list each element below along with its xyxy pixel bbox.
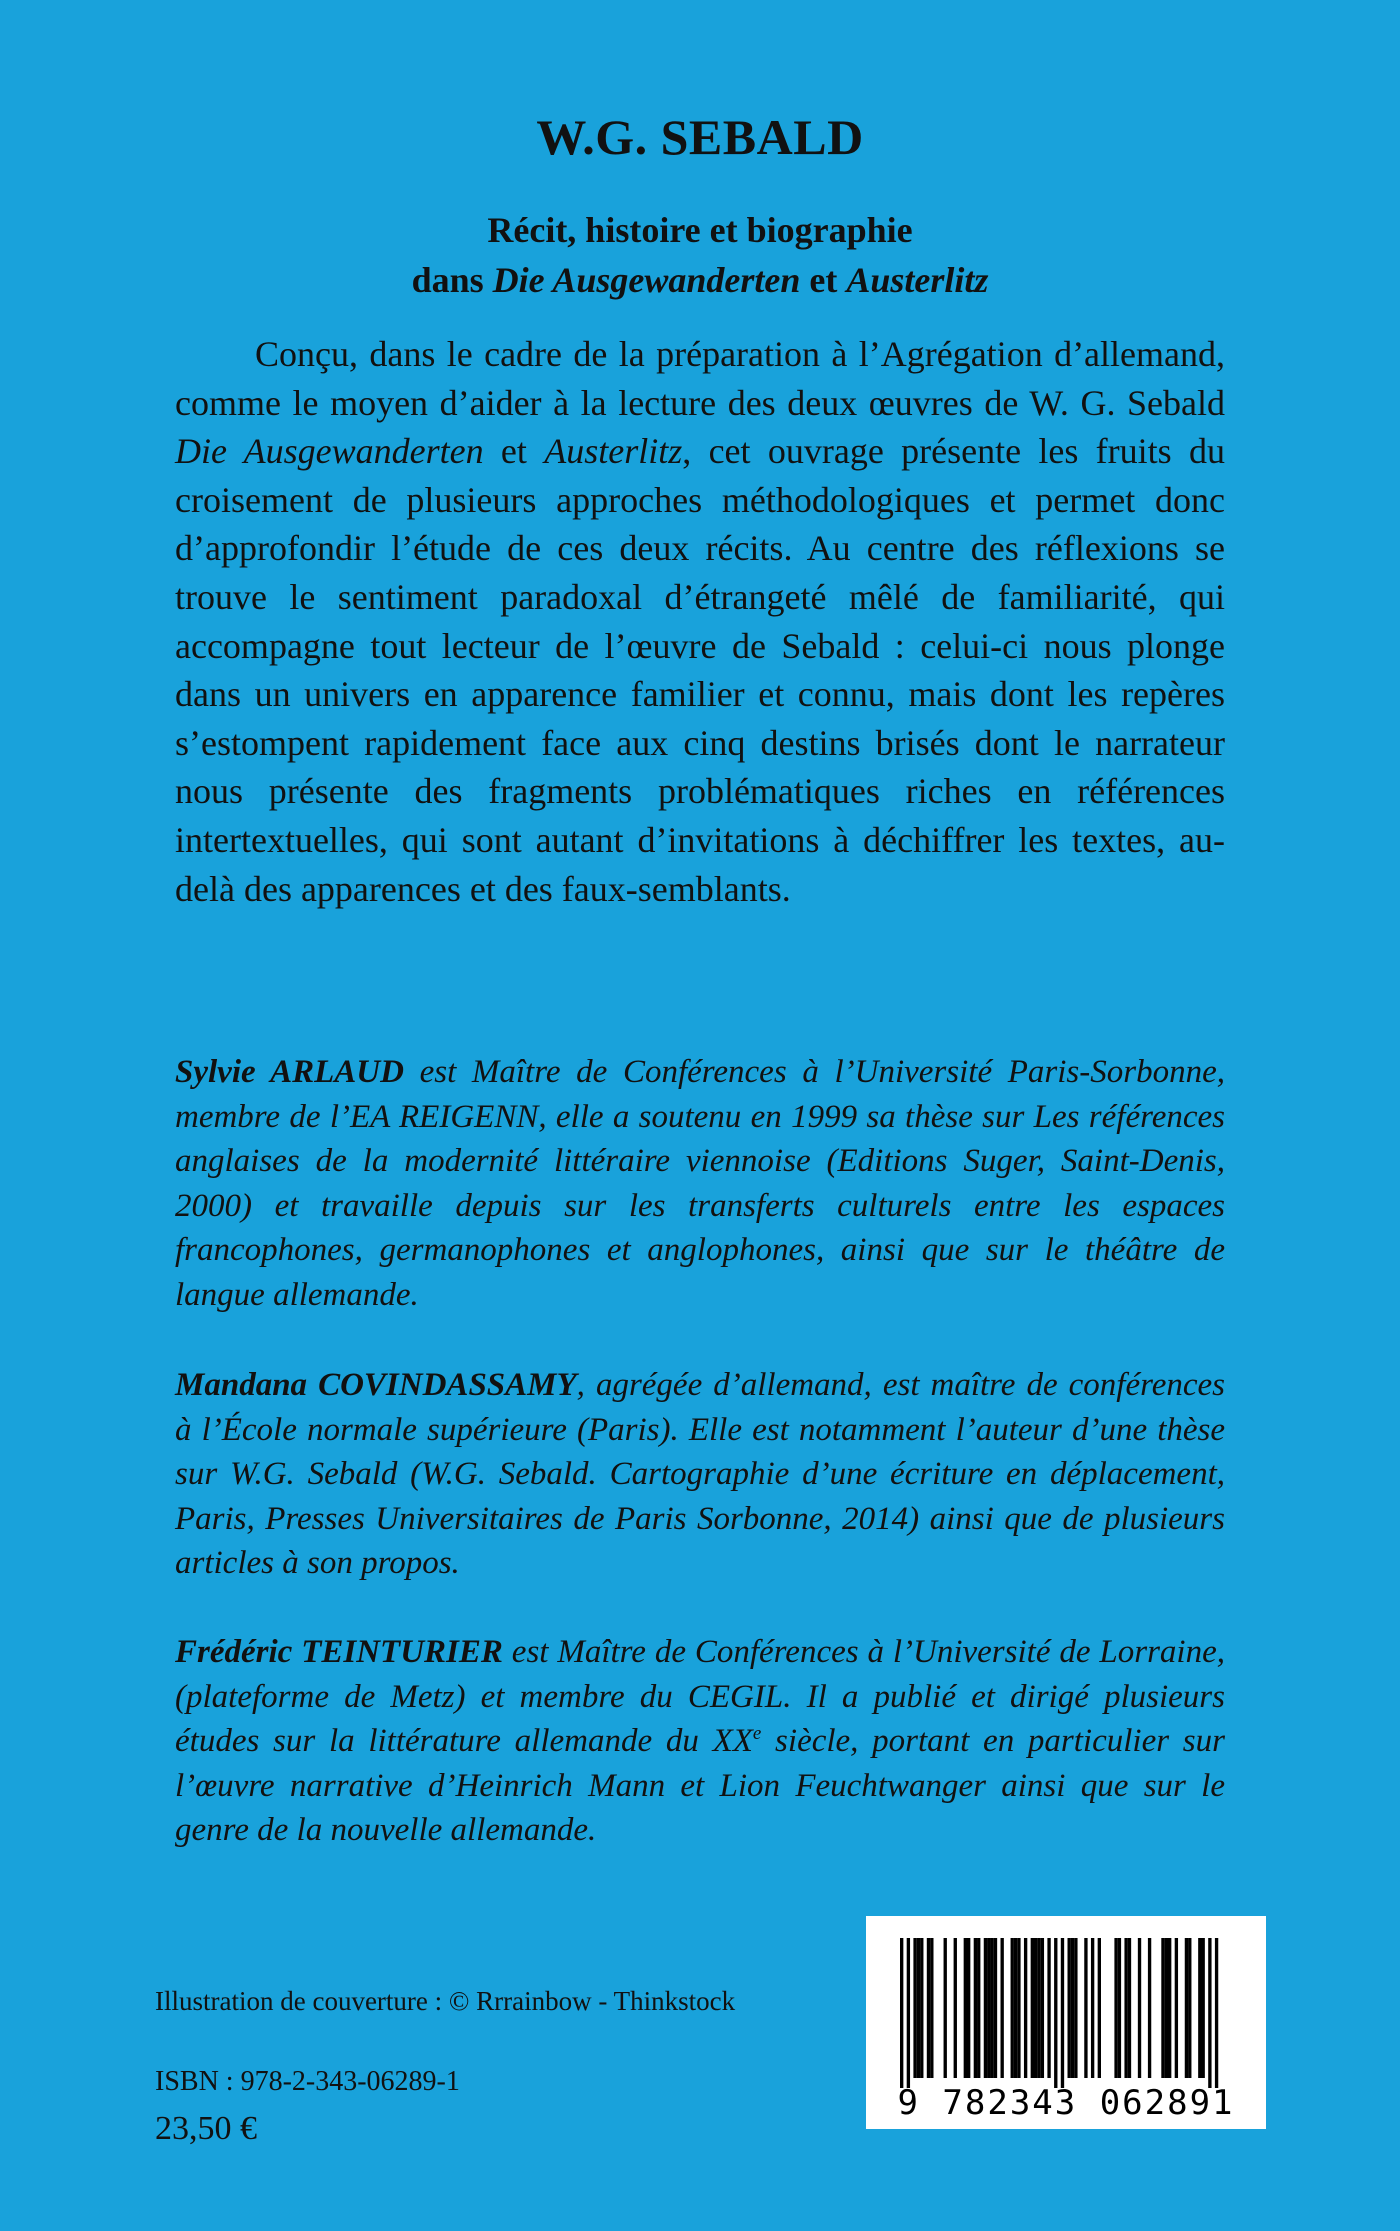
book-subtitle xyxy=(0,205,1400,305)
barcode-bar xyxy=(920,1938,923,2078)
subtitle-line-2 xyxy=(0,255,1400,305)
author-bio-arlaud xyxy=(175,1050,1225,1317)
author-text-teinturier-1: est Maître de Conférences à l’Université de Lorraine, (plateforme de Metz) et membre du CEGIL. Il a publié et dirigé plusieurs études sur la littérature allemande du XX xyxy=(175,1634,1225,1759)
barcode-bar xyxy=(927,1938,930,2078)
barcode-bar xyxy=(994,1938,997,2078)
barcode-bar xyxy=(913,1938,916,2078)
author-text-teinturier-2: siècle, portant en particulier sur l’œuvre narrative d’Heinrich Mann et Lion Feuchtwanger ainsi que sur le genre de la nouvelle allemande. xyxy=(175,1723,1225,1848)
subtitle-dans: dans xyxy=(411,260,493,300)
barcode-bar xyxy=(1188,1938,1191,2078)
barcode-bar xyxy=(1175,1938,1178,2078)
barcode-bar xyxy=(1148,1938,1151,2078)
author-name-arlaud: Sylvie ARLAUD xyxy=(175,1054,404,1090)
barcode-bar xyxy=(930,1938,933,2078)
subtitle-line-1: Récit, histoire et biographie xyxy=(487,210,913,250)
book-author-title: W.G. SEBALD xyxy=(536,109,864,165)
barcode-bar xyxy=(1011,1938,1014,2078)
barcode-bar xyxy=(1098,1938,1101,2078)
barcode-bar xyxy=(1138,1938,1141,2078)
century-superscript: e xyxy=(752,1723,762,1744)
barcode-bar xyxy=(1054,1938,1057,2088)
barcode-bar xyxy=(1208,1938,1211,2088)
barcode-bar xyxy=(1185,1938,1188,2078)
isbn: ISBN : 978-2-343-06289-1 xyxy=(155,2066,460,2097)
barcode-bar xyxy=(1084,1938,1087,2078)
barcode-bar xyxy=(1074,1938,1077,2078)
barcode-bar xyxy=(1215,1938,1218,2088)
barcode-bar xyxy=(1128,1938,1131,2078)
barcode-bar xyxy=(1161,1938,1164,2078)
abstract-work-2: Austerlitz xyxy=(544,431,683,472)
barcode-bar xyxy=(1202,1938,1205,2078)
barcode-bar xyxy=(990,1938,993,2078)
barcode-bar xyxy=(1017,1938,1020,2078)
subtitle-work-2: Austerlitz xyxy=(846,260,989,300)
subtitle-work-1: Die Ausgewanderten xyxy=(492,260,801,300)
barcode-digits: 9 782343 062891 xyxy=(897,2083,1235,2123)
author-name-covindassamy: Mandana COVINDASSAMY xyxy=(175,1367,577,1403)
subtitle-et: et xyxy=(800,260,847,300)
barcode-bar xyxy=(1124,1938,1127,2078)
barcode-bar xyxy=(1001,1938,1004,2078)
barcode-bar xyxy=(1114,1938,1117,2078)
cover-illustration-credit: Illustration de couverture : © Rrrainbow - Thinkstock xyxy=(155,1986,736,2016)
barcode-bar xyxy=(1047,1938,1050,2078)
barcode-bar xyxy=(917,1938,920,2078)
barcode-bar xyxy=(1034,1938,1037,2078)
abstract-part-3: , cet ouvrage présente les fruits du croisement de plusieurs approches méthodologiques et permet donc d’approfondir l’étude de ces deux récits. Au centre des réflexions se trouve le sentiment paradoxal d’étrangeté mêlé de familiarité, qui accompagne tout lecteur de l’œuvre de Sebald : celui-ci nous plonge dans un univers en apparence familier et connu, mais dont les repères s’estompent rapidement face aux cinq destins brisés dont le narrateur nous présente des fragments problématiques riches en références intertextuelles, qui sont autant d’invitations à déchiffrer les textes, au-delà des apparences et des faux-semblants. xyxy=(175,431,1225,909)
barcode-bar xyxy=(1024,1938,1027,2078)
barcode-bar xyxy=(900,1938,903,2088)
barcode-bar xyxy=(1041,1938,1044,2078)
barcode-bar xyxy=(1091,1938,1094,2078)
abstract-part-1: Conçu, dans le cadre de la préparation à l’Agrégation d’allemand, comme le moyen d’aider à la lecture des deux œuvres de W. G. Sebald xyxy=(175,334,1225,423)
barcode-bar xyxy=(1198,1938,1201,2078)
barcode-bar xyxy=(964,1938,967,2078)
barcode-bar xyxy=(1168,1938,1171,2078)
barcode-bar xyxy=(907,1938,910,2088)
barcode-bar xyxy=(1061,1938,1064,2088)
barcode-bar xyxy=(1165,1938,1168,2078)
barcode-bar xyxy=(1118,1938,1121,2078)
barcode-bar xyxy=(1014,1938,1017,2078)
price: 23,50 € xyxy=(155,2110,257,2147)
barcode-bar xyxy=(954,1938,957,2078)
author-text-covindassamy: , agrégée d’allemand, est maître de conférences à l’École normale supérieure (Paris). Elle est notamment l’auteur d’une thèse sur W.G. Sebald (W.G. Sebald. Cartographie d’une écriture en déplacement, Paris, Presses Universitaires de Paris Sorbonne, 2014) ainsi que de plusieurs articles à son propos. xyxy=(175,1367,1225,1581)
author-name-teinturier: Frédéric TEINTURIER xyxy=(175,1634,503,1670)
book-abstract xyxy=(175,330,1225,913)
barcode-bar xyxy=(1071,1938,1074,2078)
author-bio-teinturier xyxy=(175,1630,1225,1853)
barcode-bar xyxy=(987,1938,990,2078)
barcode-bar xyxy=(967,1938,970,2078)
barcode-bar xyxy=(1037,1938,1040,2078)
barcode-bar xyxy=(1031,1938,1034,2078)
barcode-bar xyxy=(1068,1938,1071,2078)
barcode-bar xyxy=(974,1938,977,2078)
barcode xyxy=(866,1916,1266,2129)
abstract-work-1: Die Ausgewanderten xyxy=(175,431,484,472)
barcode-bar xyxy=(944,1938,947,2078)
abstract-part-2: et xyxy=(483,431,545,472)
author-text-arlaud: est Maître de Conférences à l’Université Paris-Sorbonne, membre de l’EA REIGENN, elle a soutenu en 1999 sa thèse sur Les références anglaises de la modernité littéraire viennoise (Editions Suger, Saint-Denis, 2000) et travaille depuis sur les transferts culturels entre les espaces francophones, germanophones et anglophones, ainsi que sur le théâtre de langue allemande. xyxy=(175,1054,1225,1313)
author-bio-covindassamy xyxy=(175,1363,1225,1586)
barcode-bar xyxy=(977,1938,980,2078)
barcode-bar xyxy=(984,1938,987,2078)
